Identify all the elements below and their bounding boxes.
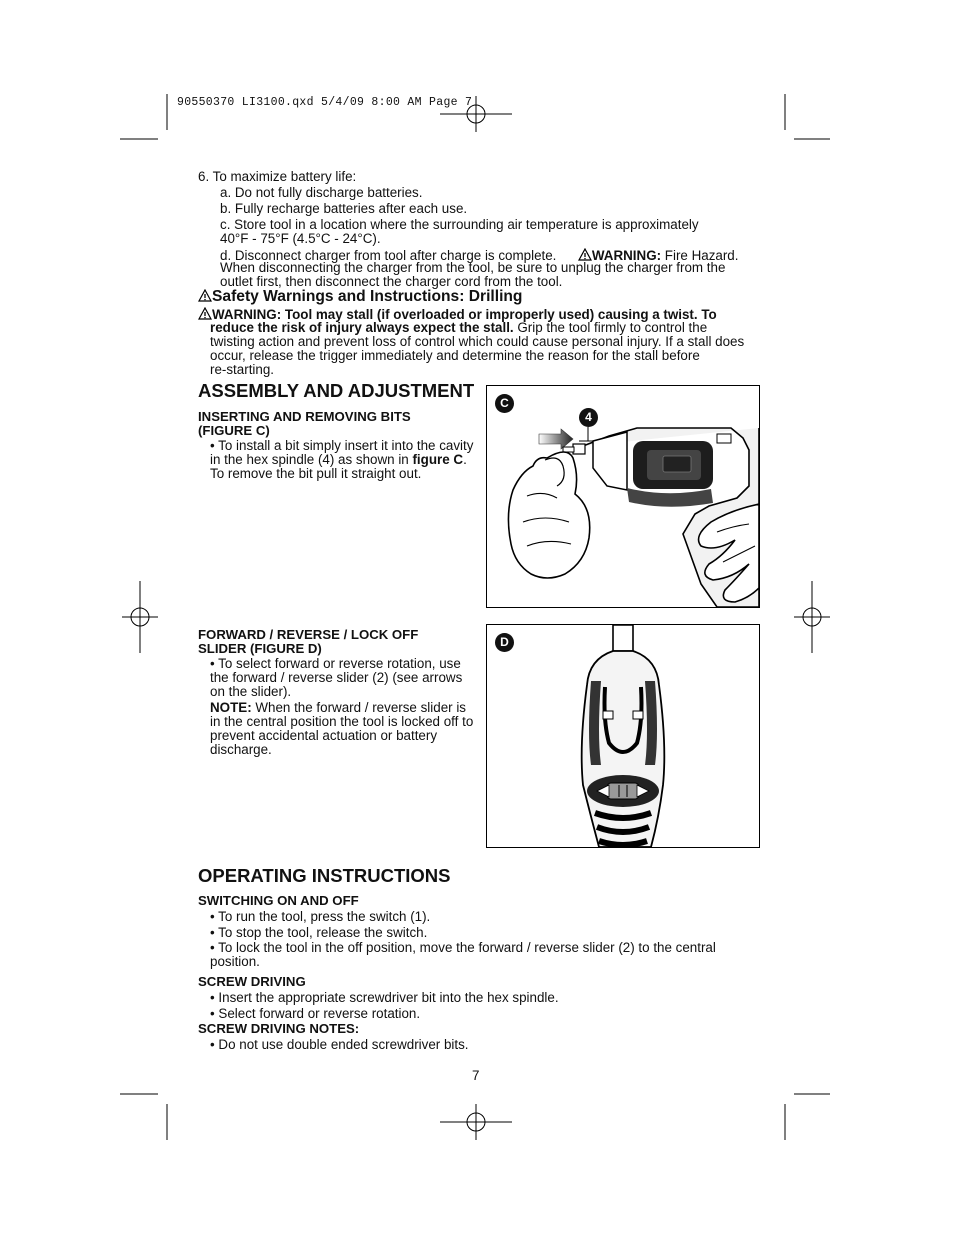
screw-notes-item-1: • Do not use double ended screwdriver bits.: [210, 1037, 469, 1052]
safety-line2: [210, 321, 707, 335]
battery-intro: 6. To maximize battery life:: [198, 169, 357, 184]
bits-line2: [210, 453, 467, 467]
battery-item-c-line1: c. Store tool in a location where the surrounding air temperature is approximately: [220, 217, 699, 232]
bits-line2-figref: figure C: [412, 452, 464, 467]
safety-line4: occur, release the trigger immediately and determine the reason for the stall before: [210, 348, 700, 363]
battery-item-b: b. Fully recharge batteries after each use.: [220, 201, 468, 216]
figure-c-callout-4: 4: [579, 408, 598, 427]
bits-line3: To remove the bit pull it straight out.: [210, 466, 422, 481]
assembly-heading: ASSEMBLY AND ADJUSTMENT: [198, 380, 475, 401]
safety-line2-bold: reduce the risk of injury always expect the stall.: [210, 320, 514, 335]
battery-item-d-line2: When disconnecting the charger from the tool, be sure to unplug the charger from the: [220, 260, 726, 275]
figure-c-label: C: [495, 394, 514, 413]
slider-line2: the forward / reverse slider (2) (see arrows: [210, 670, 463, 685]
battery-item-d-line3: outlet first, then disconnect the charger cord from the tool.: [220, 274, 563, 289]
warning-triangle-icon: [198, 289, 212, 302]
screw-item-2: • Select forward or reverse rotation.: [210, 1006, 421, 1021]
figure-d-label: D: [495, 633, 514, 652]
battery-item-a: a. Do not fully discharge batteries.: [220, 185, 423, 200]
safety-line5: re-starting.: [210, 362, 274, 377]
note-line1: [210, 701, 466, 715]
screw-notes-heading: SCREW DRIVING NOTES:: [198, 1021, 360, 1036]
switch-heading: SWITCHING ON AND OFF: [198, 893, 359, 908]
operating-heading: OPERATING INSTRUCTIONS: [198, 865, 451, 886]
safety-line2-rest: Grip the tool firmly to control the: [513, 320, 708, 335]
note-line2: in the central position the tool is locked off to: [210, 714, 474, 729]
bits-line1: • To install a bit simply insert it into the cavity: [210, 438, 474, 453]
bits-heading-line2: (FIGURE C): [198, 423, 270, 438]
figure-c: [486, 385, 760, 608]
slug-line: 90550370 LI3100.qxd 5/4/09 8:00 AM Page 7: [177, 96, 473, 109]
battery-warning-text: Fire Hazard.: [661, 248, 739, 263]
bits-line2-text: in the hex spindle (4) as shown in: [210, 452, 413, 467]
slider-heading-line2: SLIDER (FIGURE D): [198, 641, 322, 656]
safety-heading-text: Safety Warnings and Instructions: Drilling: [212, 288, 523, 305]
switch-item-3-line2: position.: [210, 954, 260, 969]
page-number: 7: [472, 1068, 480, 1083]
note-line1-rest: When the forward / reverse slider is: [251, 700, 466, 715]
safety-line1-text: WARNING: Tool may stall (if overloaded or improperly used) causing a twist. To: [212, 307, 717, 322]
battery-item-c-line2: 40°F - 75°F (4.5°C - 24°C).: [220, 231, 381, 246]
safety-line3: twisting action and prevent loss of control which could cause personal injury. If a stall does: [210, 334, 745, 349]
switch-item-2: • To stop the tool, release the switch.: [210, 925, 428, 940]
battery-item-d-text: d. Disconnect charger from tool after charge is complete.: [220, 248, 557, 263]
note-label: NOTE:: [210, 700, 252, 715]
slider-line3: on the slider).: [210, 684, 292, 699]
safety-heading: [198, 288, 522, 305]
screw-heading: SCREW DRIVING: [198, 974, 306, 989]
slider-heading-line1: FORWARD / REVERSE / LOCK OFF: [198, 627, 419, 642]
warning-triangle-icon: [198, 307, 212, 320]
note-line3: prevent accidental actuation or battery: [210, 728, 438, 743]
drill-bit-insertion-illustration: [487, 386, 759, 607]
switch-item-3-line1: • To lock the tool in the off position, move the forward / reverse slider (2) to the central: [210, 940, 716, 955]
figure-d: [486, 624, 760, 848]
bits-heading-line1: INSERTING AND REMOVING BITS: [198, 409, 411, 424]
note-line4: discharge.: [210, 742, 272, 757]
slider-line1: • To select forward or reverse rotation, use: [210, 656, 461, 671]
switch-item-1: • To run the tool, press the switch (1).: [210, 909, 431, 924]
bits-line2-end: .: [463, 452, 467, 467]
battery-warning-label: WARNING:: [591, 248, 662, 263]
slider-top-view-illustration: [487, 625, 759, 847]
screw-item-1: • Insert the appropriate screwdriver bit into the hex spindle.: [210, 990, 559, 1005]
